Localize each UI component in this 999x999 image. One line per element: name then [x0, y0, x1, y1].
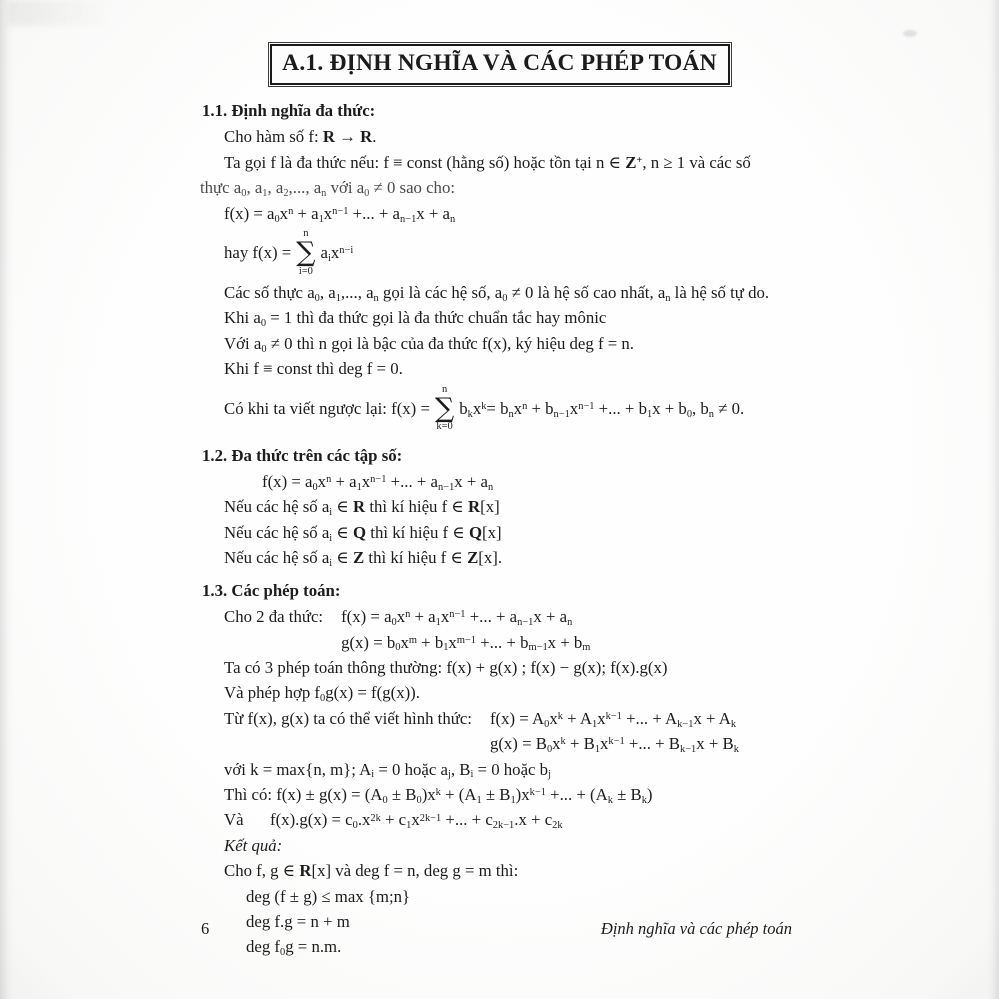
formula-sum-difference: Thì có: $f(x) \pm g(x) = (A_0 \pm B_0)x^k + (A_1 \pm B_1)x^{k-1}$ +... + $(A_k \pm B_k)$: [224, 784, 653, 806]
page-footer: [201, 919, 792, 939]
set-Z: Z: [353, 548, 365, 568]
heading-1-2: 1.2. Đa thức trên các tập số:: [202, 445, 403, 465]
section-title-box: [270, 44, 730, 85]
line-function-intro: Cho hàm số f: R → R.: [224, 127, 377, 147]
formula-polynomial-sets: $f(x) = a_0x^n + a_1x^{n-1}$ +... + $a_{n-1}x + a_n$: [262, 472, 494, 493]
line-k-definition: với k = max{n, m}; $A_i = 0$ hoặc $a_j$, $B_i = 0$ hoặc $b_j$: [224, 759, 551, 781]
line-monic: Khi $a_0 = 1$ thì đa thức gọi là đa thức chuẩn tắc hay mônic: [224, 308, 607, 330]
formula-sum-notation: hay f(x) = n ∑ i=0 $a_ix^{n-i}$: [224, 228, 354, 277]
set-Z-plus: Z+: [625, 152, 643, 172]
line-deg-composition: deg $f_0g = n.m$.: [246, 937, 342, 959]
set-R: R: [299, 861, 312, 881]
formula-product: $f(x).g(x) = c_0.x^{2k} + c_1x^{2k-1}$ +... + $c_{2k-1}.x + c_{2k}$: [270, 810, 563, 832]
scan-smudge: [8, 0, 158, 26]
formula-f-poly: $f(x) = a_0x^n + a_1x^{n-1}$ +... + $a_{n-1}x + a_n$: [341, 607, 573, 628]
line-result-intro: Cho f, g ∈ R[x] và deg f = n, deg g = m thì:: [224, 861, 519, 881]
line-integer-coeffs: Nếu các hệ số $a_i$ ∈ Z thì kí hiệu f ∈ Z[x].: [224, 548, 503, 570]
line-composition: Và phép hợp $f_0g(x) = f(g(x))$.: [224, 683, 420, 705]
two-polynomials-block: [224, 604, 799, 655]
sigma-sum-symbol: n ∑ i=0: [296, 228, 316, 277]
line-coefficients: Các số thực $a_0$, $a_1$,..., $a_n$ gọi là các hệ số, $a_0 \ne 0$ là hệ số cao nhất, $a_n$ là hệ số tự do.: [224, 283, 770, 304]
sigma-sum-symbol: n ∑ k=0: [434, 383, 455, 433]
product-formula-row: [224, 807, 799, 832]
scan-artifact: [903, 30, 917, 37]
line-degree: Với $a_0 \ne 0$ thì n gọi là bậc của đa thức f(x), ký hiệu deg f = n.: [224, 333, 634, 355]
section-title-container: [270, 44, 730, 85]
formula-f-formal: $f(x) = A_0x^k + A_1x^{k-1}$ +... + $A_{k-1}x + A_k$: [489, 708, 737, 730]
set-Q: Q: [468, 522, 482, 542]
given-label: Cho 2 đa thức:: [224, 607, 324, 627]
set-R: R: [353, 497, 366, 517]
running-title: Định nghĩa và các phép toán: [600, 919, 792, 938]
formula-g-formal: $g(x) = B_0x^k + B_1x^{k-1}$ +... + $B_{k-1}x + B_k$: [489, 734, 739, 756]
formal-form-block: [224, 706, 799, 757]
set-R: R: [360, 127, 373, 147]
formula-g-poly: $g(x) = b_0x^m + b_1x^{m-1}$ +... + $b_{m-1}x + b_m$: [341, 632, 591, 654]
section-title: A.1. ĐỊNH NGHĨA VÀ CÁC PHÉP TOÁN: [282, 50, 717, 76]
line-deg-sum: deg (f ± g) ≤ max {m;n}: [246, 886, 411, 906]
line-rational-coeffs: Nếu các hệ số $a_i$ ∈ Q thì kí hiệu f ∈ Q[x]: [224, 522, 502, 544]
set-R: R: [322, 127, 335, 147]
page-number: 6: [201, 919, 210, 938]
formula-polynomial: $f(x) = a_0x^n + a_1x^{n-1}$ +... + $a_{n-1}x + a_n$: [224, 203, 456, 225]
and-label: Và: [224, 810, 244, 830]
arrow-symbol: →: [334, 127, 361, 147]
formal-label: Từ f(x), g(x) ta có thể viết hình thức:: [224, 708, 472, 728]
line-const-degree: Khi f ≡ const thì deg f = 0.: [224, 359, 403, 379]
page-content: [200, 98, 799, 960]
line-deg-product: deg f.g = n + m: [246, 911, 350, 931]
heading-1-1: 1.1. Định nghĩa đa thức:: [202, 101, 376, 120]
set-R: R: [468, 497, 481, 517]
line-definition-1: Ta gọi f là đa thức nếu: f ≡ const (hằng số) hoặc tồn tại n ∈ Z+, n ≥ 1 và các số: [224, 152, 751, 172]
heading-1-3: 1.3. Các phép toán:: [202, 580, 341, 600]
set-Z: Z: [467, 548, 479, 568]
line-definition-2: thực $a_0$, $a_1$, $a_2$,..., $a_n$ với $a_0 \ne 0$ sao cho:: [200, 178, 456, 200]
set-Q: Q: [353, 522, 367, 542]
result-label: Kết quả:: [224, 835, 283, 855]
line-real-coeffs: Nếu các hệ số $a_i$ ∈ R thì kí hiệu f ∈ R[x]: [224, 497, 500, 519]
line-three-operations: Ta có 3 phép toán thông thường: f(x) + g(x) ; f(x) − g(x); f(x).g(x): [224, 657, 668, 677]
formula-reverse-sum: Có khi ta viết ngược lại: f(x) = n ∑ k=0 $b_kx^k$ = $b_nx^n + b_{n-1}x^{n-1}$ +... + $b_1x + b_0$, $b_n \ne 0$.: [224, 383, 745, 433]
